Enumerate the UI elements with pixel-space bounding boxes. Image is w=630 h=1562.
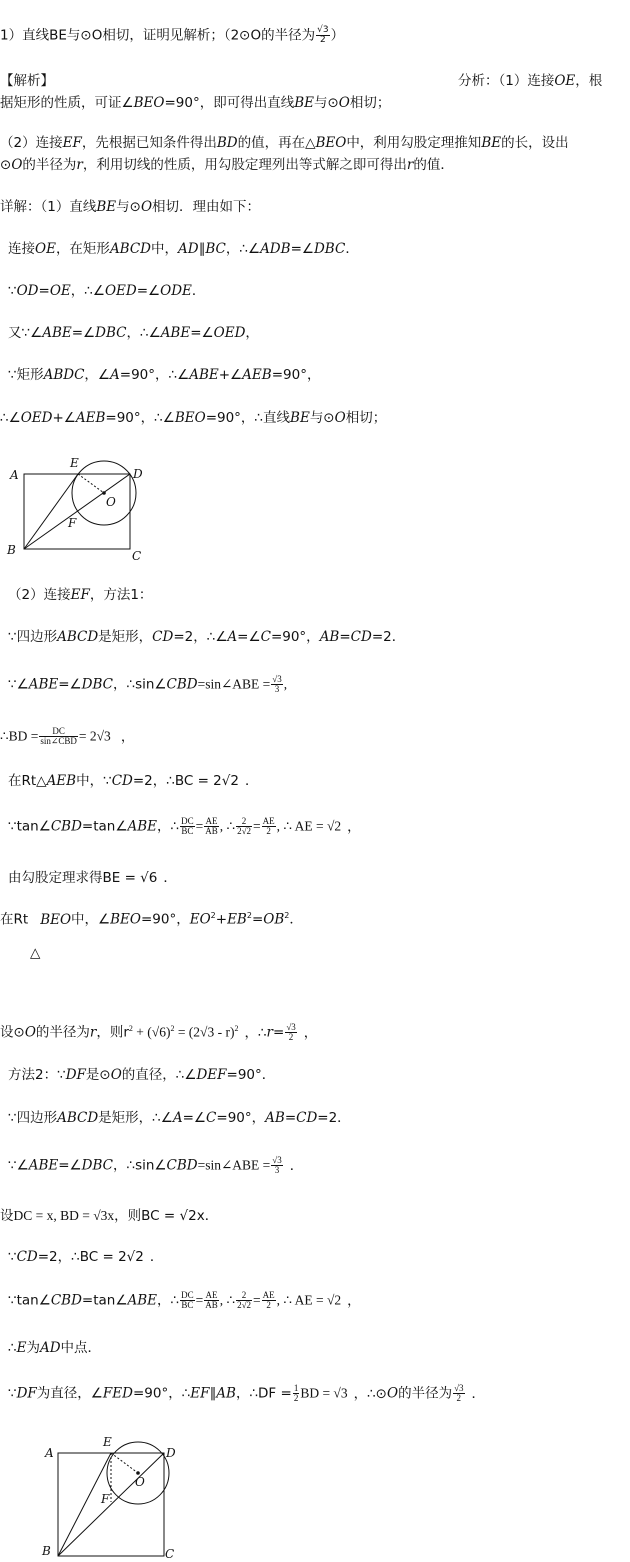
segment-eo (78, 474, 104, 493)
proof-line: ∵tan∠CBD=tan∠ABE，∴ $\frac{DC}{BC}$ = $\frac{AE}{AB}$ , ∴ $\frac{2}{2√2}$ = $\frac{AE}{2}$ , ∴ AE = √2 ， (8, 1290, 361, 1310)
analysis-start: 分析：（1）连接OE，根 (458, 73, 603, 89)
proof-line: ∵∠ABE=∠DBC，∴sin∠CBD=sin∠ABE = $\frac{√3}{3}$ , (8, 674, 288, 694)
analysis-heading: 【解析】 (0, 73, 54, 89)
fraction: $\frac{2}{2√2}$ (237, 816, 252, 836)
proof-line: ∵tan∠CBD=tan∠ABE，∴ $\frac{DC}{BC}$ = $\frac{AE}{AB}$ , ∴ $\frac{2}{2√2}$ = $\frac{AE}{2}$ , ∴ AE = √2 ， (8, 816, 361, 836)
fraction: $\frac{√3}{2}$ (317, 25, 329, 45)
proof-line: ∴∠OED+∠AEB=90°，∴∠BEO=90°，∴直线BE与⊙O相切； (0, 410, 387, 426)
analysis-line: （2）连接EF，先根据已知条件得出BD的值，再在△BEO中，利用勾股定理推知BE的长，设出 (0, 135, 569, 151)
proof-line: 在Rt△AEB中，∵CD=2，∴BC = 2√2 ． (8, 773, 259, 789)
fraction: $\frac{√3}{2}$ (286, 1022, 296, 1042)
label-o: O (106, 495, 116, 509)
fraction: $\frac{AE}{2}$ (262, 1290, 275, 1310)
fraction: $\frac{DC}{BC}$ (181, 816, 194, 836)
proof-line: 又∵∠ABE=∠DBC，∴∠ABE=∠OED， (8, 325, 259, 341)
proof-line: 连接OE，在矩形ABCD中，AD∥BC，∴∠ADB=∠DBC． (8, 241, 359, 257)
label-f: F (68, 516, 77, 530)
label-b: B (7, 543, 16, 557)
label-d: D (166, 1446, 176, 1460)
label-e: E (103, 1435, 112, 1449)
fraction: $\frac{AE}{2}$ (262, 816, 275, 836)
label-d: D (133, 467, 143, 481)
segment-eo (111, 1453, 138, 1473)
label-c: C (132, 549, 142, 563)
fraction: $\frac{√3}{3}$ (272, 1155, 282, 1175)
label-a: A (45, 1446, 54, 1460)
proof-line: 设DC = x, BD = √3x，则BC = √2x． (0, 1208, 219, 1224)
geometry-figure-1 (0, 450, 160, 568)
solution-heading: 详解：（1）直线BE与⊙O相切．理由如下： (0, 199, 261, 215)
fraction: $\frac{√3}{3}$ (272, 674, 282, 694)
label-o: O (135, 1475, 145, 1489)
proof-line: ∵DF为直径，∠FED=90°，∴EF∥AB，∴DF = $\frac{1}{2}$ BD = √3 ，∴⊙O的半径为 $\frac{√3}{2}$ ． (8, 1383, 486, 1403)
proof-line: 在Rt BEO中，∠BEO=90°，$EO^2+EB^2=OB^2$． (0, 911, 303, 928)
proof-line: 设⊙O的半径为r，则$r^2 + (√6)^2 = (2√3 - r)^2$ ，∴r= $\frac{√3}{2}$ ， (0, 1022, 318, 1042)
fraction: DC sin∠CBD (40, 726, 77, 746)
label-f: F (101, 1492, 110, 1506)
proof-line: ∵CD=2，∴BC = 2√2 ． (8, 1249, 164, 1265)
fraction: $\frac{AE}{AB}$ (205, 816, 218, 836)
proof-line: ∵四边形ABCD是矩形，CD=2，∴∠A=∠C=90°，AB=CD=2． (8, 629, 406, 645)
segment-be (24, 474, 78, 549)
fraction: $\frac{1}{2}$ (293, 1383, 299, 1403)
fraction: $\frac{DC}{BC}$ (181, 1290, 194, 1310)
label-c: C (165, 1547, 175, 1561)
segment-bd (24, 474, 130, 549)
proof-line: ∵矩形ABDC，∠A=90°，∴∠ABE+∠AEB=90°， (8, 367, 321, 383)
label-a: A (10, 468, 19, 482)
analysis-line: 据矩形的性质，可证∠BEO=90°，即可得出直线BE与⊙O相切； (0, 95, 391, 111)
label-e: E (70, 456, 79, 470)
method-1-heading: （2）连接EF，方法1： (8, 587, 153, 603)
fraction: $\frac{AE}{AB}$ (205, 1290, 218, 1310)
proof-line: ∵OD=OE，∴∠OED=∠ODE． (8, 283, 206, 299)
geometry-figure-2 (35, 1430, 195, 1562)
proof-line: ∴BD = DC sin∠CBD = 2√3 ， (0, 726, 135, 746)
analysis-line: ⊙O的半径为r，利用切线的性质，用勾股定理列出等式解之即可得出r的值． (0, 157, 454, 173)
label-b: B (42, 1544, 51, 1558)
segment-bd (58, 1453, 164, 1556)
proof-line: ∵四边形ABCD是矩形，∴∠A=∠C=90°，AB=CD=2． (8, 1110, 351, 1126)
proof-line: ∵∠ABE=∠DBC，∴sin∠CBD=sin∠ABE = $\frac{√3}{3}$ ． (8, 1155, 304, 1175)
fraction: $\frac{√3}{2}$ (454, 1383, 464, 1403)
proof-line: ∴E为AD中点． (8, 1340, 102, 1356)
proof-line: 由勾股定理求得BE = √6 ． (8, 870, 177, 886)
fraction: $\frac{2}{2√2}$ (237, 1290, 252, 1310)
triangle-symbol: △ (30, 945, 41, 961)
method-2-line: 方法2：∵DF是⊙O的直径，∴∠DEF=90°． (8, 1067, 276, 1083)
answer-summary: 1）直线BE与⊙O相切，证明见解析；（2⊙O的半径为 $\frac{√3}{2}$ ） (0, 25, 345, 45)
